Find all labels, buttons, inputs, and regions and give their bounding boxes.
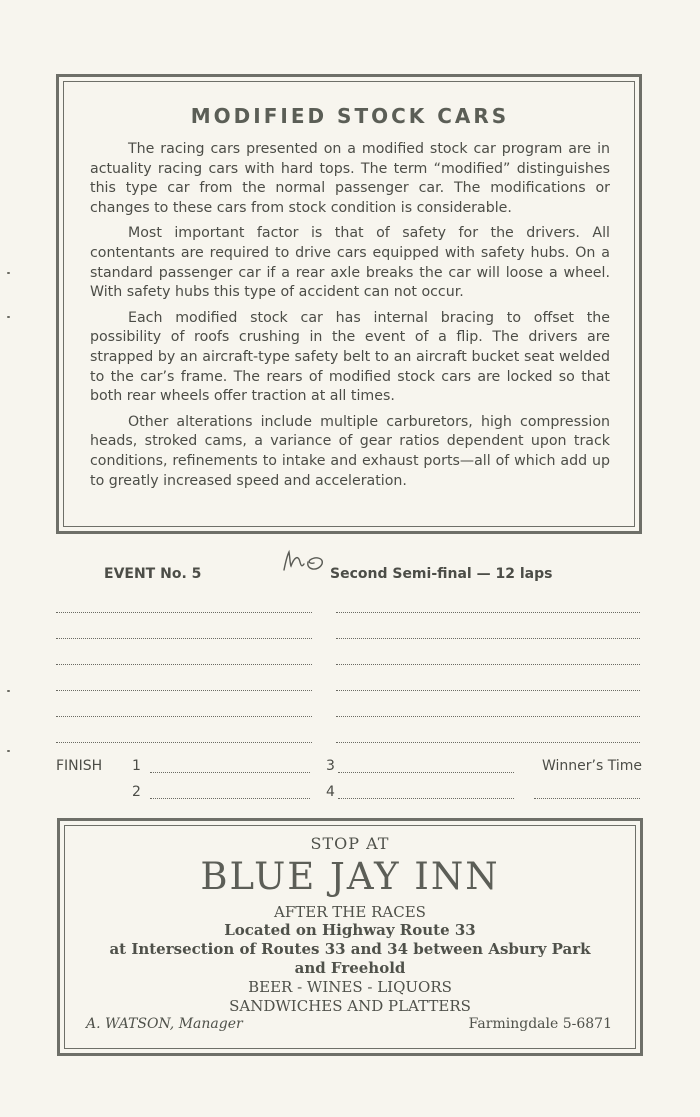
entry-line-right[interactable] bbox=[336, 612, 640, 613]
finish-label: FINISH bbox=[56, 758, 103, 774]
entry-line-left[interactable] bbox=[56, 612, 312, 613]
article-paragraph-2: Most important factor is that of safety for the drivers. All contentants are required to drive cars equipped with safety hubs. On a standard passenger car if a rear axle breaks the car will loose a wheel. With safety hubs this type of accident can not occur. bbox=[90, 225, 610, 301]
article bbox=[90, 104, 610, 497]
ad-after-races: AFTER THE RACES bbox=[274, 903, 426, 921]
event-title: Second Semi-final — 12 laps bbox=[330, 566, 553, 582]
entry-line-right[interactable] bbox=[336, 690, 640, 691]
ad-location-line-3: and Freehold bbox=[294, 959, 406, 977]
ad-location-line-2: at Intersection of Routes 33 and 34 between Asbury Park bbox=[109, 940, 591, 958]
finish-line-1[interactable] bbox=[150, 772, 310, 773]
finish-line-3[interactable] bbox=[338, 772, 514, 773]
article-paragraph-4: Other alterations include multiple carburetors, high compression heads, stroked cams, a variance of gear ratios dependent upon track conditions, refinements to intake and exhaust ports—all of which add up to greatly increased speed and acceleration. bbox=[90, 413, 610, 489]
entry-line-left[interactable] bbox=[56, 716, 312, 717]
article-paragraph-1: The racing cars presented on a modified stock car program are in actuality racing cars with hard tops. The term “modified” distinguishes this type car from the normal passenger car. The modifications or changes to these cars from stock condition is considerable. bbox=[90, 141, 610, 216]
ad-location-line-1: Located on Highway Route 33 bbox=[224, 921, 476, 939]
winners-time-line[interactable] bbox=[534, 798, 640, 799]
advertisement bbox=[62, 834, 638, 1032]
finish-line-2[interactable] bbox=[150, 798, 310, 799]
finish-place-2: 2 bbox=[132, 784, 141, 800]
finish-place-1: 1 bbox=[132, 758, 141, 774]
ad-drinks: BEER - WINES - LIQUORS bbox=[248, 978, 452, 996]
margin-speck bbox=[7, 690, 10, 692]
finish-place-3: 3 bbox=[326, 758, 335, 774]
handwritten-note-text: no bbox=[280, 548, 282, 549]
entry-line-left[interactable] bbox=[56, 638, 312, 639]
ad-stop-at: STOP AT bbox=[310, 834, 390, 853]
ad-food: SANDWICHES AND PLATTERS bbox=[229, 997, 471, 1015]
entry-line-right[interactable] bbox=[336, 664, 640, 665]
ad-manager: A. WATSON, Manager bbox=[86, 1016, 243, 1032]
entry-line-right[interactable] bbox=[336, 742, 640, 743]
entry-line-left[interactable] bbox=[56, 690, 312, 691]
event-number: EVENT No. 5 bbox=[104, 566, 202, 582]
entry-line-right[interactable] bbox=[336, 716, 640, 717]
finish-place-4: 4 bbox=[326, 784, 335, 800]
finish-line-4[interactable] bbox=[338, 798, 514, 799]
ad-phone: Farmingdale 5-6871 bbox=[468, 1016, 612, 1032]
entry-line-left[interactable] bbox=[56, 742, 312, 743]
ad-business-name: BLUE JAY INN bbox=[200, 855, 500, 898]
margin-speck bbox=[7, 316, 10, 318]
article-title: MODIFIED STOCK CARS bbox=[190, 104, 510, 128]
margin-speck bbox=[7, 750, 10, 752]
article-paragraph-3: Each modified stock car has internal bracing to offset the possibility of roofs crushing in the event of a flip. The drivers are strapped by an aircraft-type safety belt to an aircraft bucket seat welded to the car’s frame. The rears of modified stock cars are locked so that both rear wheels offer traction at all times. bbox=[90, 309, 610, 405]
winners-time-label: Winner’s Time bbox=[542, 758, 642, 774]
entry-line-right[interactable] bbox=[336, 638, 640, 639]
entry-line-left[interactable] bbox=[56, 664, 312, 665]
event-entry-form bbox=[56, 566, 642, 806]
margin-speck bbox=[7, 272, 10, 274]
